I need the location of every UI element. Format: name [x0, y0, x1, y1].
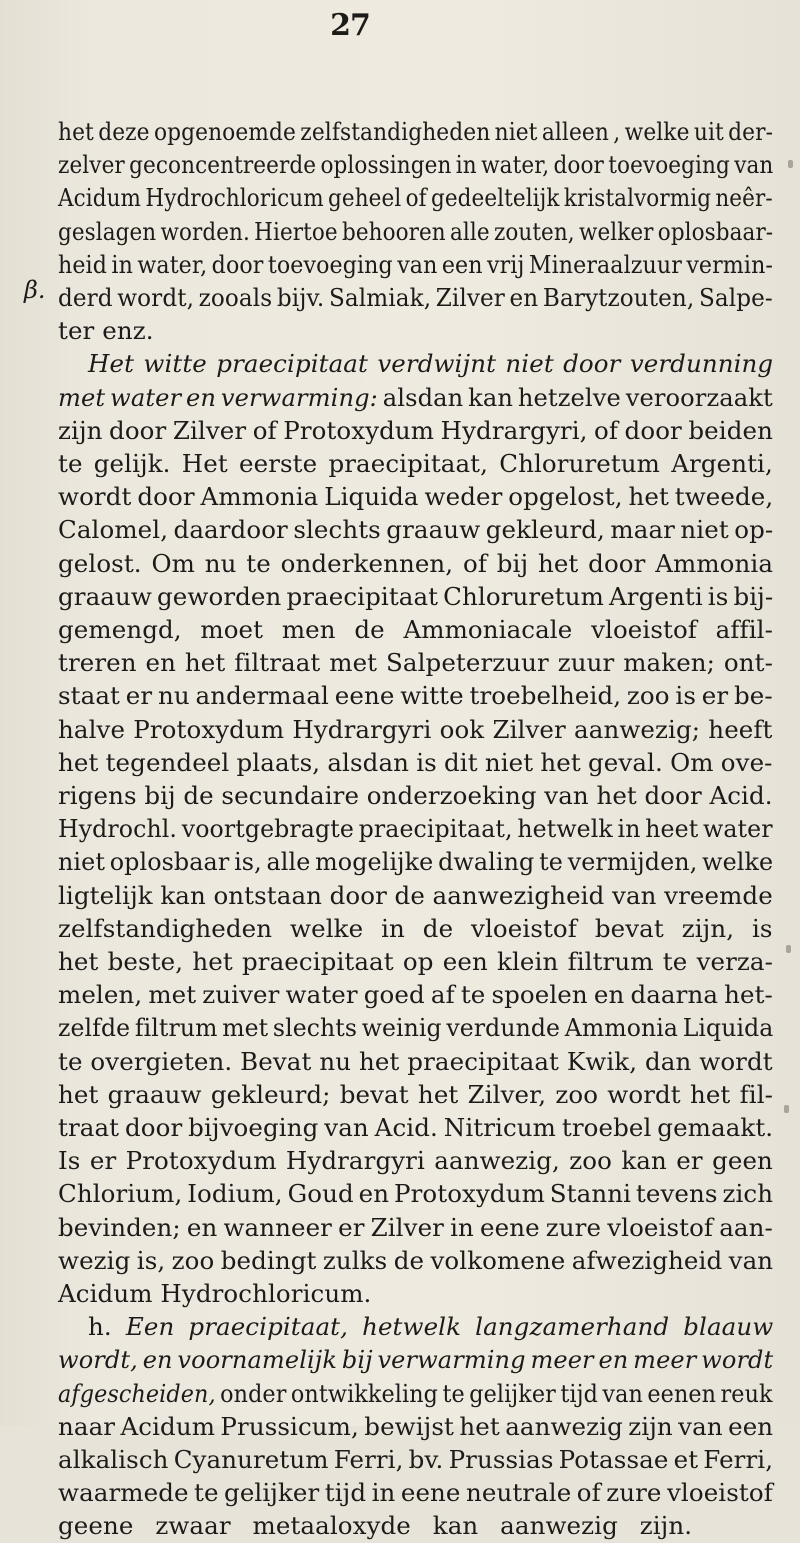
text-line-main: alkalisch Cyanuretum Ferri, bv. Prussias Potassae et Ferri, — [58, 1445, 774, 1474]
text-line-main: staat er nu andermaal eene witte troebelheid, zoo is er be- — [58, 681, 773, 711]
text-line — [58, 1343, 773, 1377]
text-line-main: naar Acidum Prussicum, bewijst het aanwezig zijn van een — [58, 1411, 774, 1441]
text-line — [58, 1509, 692, 1543]
text-line-main: te overgieten. Bevat nu het praecipitaat Kwik, dan wordt — [58, 1046, 773, 1076]
text-line-main: gemengd, moet men de Ammoniacale vloeistof affil- — [58, 615, 773, 644]
text-line — [58, 1244, 773, 1278]
text-line-main: te gelijk. Het eerste praecipitaat, Chloruretum Argenti, — [58, 449, 773, 478]
text-line-main: waarmede te gelijker tijd in eene neutrale of zure vloeistof — [58, 1478, 773, 1508]
text-line-main: h. — [88, 1312, 126, 1342]
text-line-main: Chlorium, Iodium, Goud en Protoxydum Stanni tevens zich — [58, 1179, 774, 1209]
margin-marker: β. — [24, 276, 46, 304]
text-line — [58, 746, 773, 780]
page-number: 27 — [330, 8, 370, 43]
scan-speck — [788, 160, 793, 168]
text-line — [58, 281, 773, 315]
text-line — [58, 1078, 773, 1112]
text-line — [58, 381, 773, 415]
text-line-main: rigens bij de secundaire onderzoeking van het door Acid. — [58, 781, 773, 810]
text-line — [88, 1310, 773, 1344]
text-line-main: geslagen worden. Hiertoe behooren alle zouten, welker oplosbaar- — [58, 216, 774, 246]
scan-speck — [786, 945, 791, 953]
text-line — [58, 513, 773, 547]
text-line-main: Hydrochl. voortgebragte praecipitaat, hetwelk in heet water — [58, 814, 773, 844]
text-line-main: treren en het filtraat met Salpeterzuur zuur maken; ont- — [58, 648, 773, 678]
text-line — [58, 1144, 773, 1178]
text-line — [58, 1377, 773, 1411]
text-line-main: geene zwaar metaaloxyde kan aanwezig zijn. — [58, 1511, 693, 1541]
text-line — [58, 779, 773, 813]
text-line-italic-rest: hetwelk langzamerhand blaauw — [347, 1312, 774, 1342]
text-line — [58, 1177, 773, 1211]
text-line-main: graauw geworden praecipitaat Chloruretum Argenti is bij- — [58, 581, 774, 611]
text-line — [58, 879, 773, 913]
text-line-main: wordt door Ammonia Liquida weder opgelost, het tweede, — [58, 482, 774, 512]
text-line-main: zijn door Zilver of Protoxydum Hydrargyri, of door beiden — [58, 415, 773, 445]
text-line-main: Het witte praecipitaat verdwijnt niet door verdunning — [88, 349, 774, 379]
text-line-main: gelost. Om nu te onderkennen, of bij het door Ammonia — [58, 548, 774, 578]
text-line-main: halve Protoxydum Hydrargyri ook Zilver aanwezig; heeft — [58, 714, 773, 744]
text-line-rest: alsdan kan hetzelve veroorzaakt — [377, 382, 773, 412]
text-line — [58, 148, 773, 182]
text-line — [58, 1410, 773, 1444]
text-line — [58, 115, 773, 149]
text-line — [58, 646, 773, 680]
text-line-rest: onder ontwikkeling te gelijker tijd van eenen reuk — [215, 1378, 773, 1408]
text-line — [58, 1476, 773, 1510]
text-line-main: wezig is, zoo bedingt zulks de volkomene afwezigheid van — [58, 1245, 774, 1275]
text-line — [58, 447, 773, 481]
text-line-main: bevinden; en wanneer er Zilver in eene zure vloeistof aan- — [58, 1212, 773, 1242]
text-line-main: Acidum Hydrochloricum geheel of gedeeltelijk kristalvormig neêr- — [58, 183, 773, 213]
text-line-main: heid in water, door toevoeging van een vrij Mineraalzuur vermin- — [58, 249, 773, 279]
text-line — [58, 713, 773, 747]
text-line-main: afgescheiden, — [58, 1378, 216, 1408]
text-line-main: ter enz. — [58, 316, 154, 346]
text-line — [58, 613, 773, 647]
text-line — [58, 215, 773, 249]
text-line-main: melen, met zuiver water goed af te spoelen en daarna het- — [58, 980, 773, 1010]
text-line-main: Is er Protoxydum Hydrargyri aanwezig, zoo kan er geen — [58, 1146, 773, 1176]
text-line-main: Acidum Hydrochloricum. — [58, 1279, 372, 1308]
text-line — [58, 181, 773, 215]
text-line-main: ligtelijk kan ontstaan door de aanwezigheid van vreemde — [58, 880, 773, 910]
text-line — [58, 480, 773, 514]
text-line — [58, 845, 773, 879]
text-line — [58, 679, 773, 713]
text-line-main: derd wordt, zooals bijv. Salmiak, Zilver en Barytzouten, Salpe- — [58, 283, 773, 312]
text-line — [58, 1111, 773, 1145]
text-line — [58, 1045, 773, 1079]
text-line — [58, 1443, 773, 1477]
text-line-main: zelver geconcentreerde oplossingen in water, door toevoeging van — [58, 150, 774, 180]
text-line-italic: Een praecipitaat, — [125, 1312, 348, 1342]
text-line — [58, 414, 773, 448]
text-line — [58, 978, 773, 1012]
text-line — [58, 945, 773, 979]
text-line — [58, 912, 773, 946]
text-line — [58, 1277, 371, 1311]
text-line — [58, 812, 773, 846]
scan-speck — [784, 1105, 789, 1113]
text-line-main: zelfde filtrum met slechts weinig verdunde Ammonia Liquida — [58, 1013, 774, 1043]
text-line — [58, 1211, 773, 1245]
text-line-main: niet oplosbaar is, alle mogelijke dwaling te vermijden, welke — [58, 847, 774, 877]
text-line-main: zelfstandigheden welke in de vloeistof bevat zijn, is — [58, 913, 773, 943]
text-line-main: traat door bijvoeging van Acid. Nitricum troebel gemaakt. — [58, 1113, 774, 1142]
text-line — [58, 1011, 773, 1045]
text-line-main: het deze opgenoemde zelfstandigheden niet alleen , welke uit der- — [58, 117, 774, 146]
text-line-main: met water en verwarming: — [58, 382, 378, 412]
text-line-main: het beste, het praecipitaat op een klein filtrum te verza- — [58, 947, 774, 976]
text-line — [58, 547, 773, 581]
text-line-main: Calomel, daardoor slechts graauw gekleurd, maar niet op- — [58, 515, 774, 545]
text-line — [58, 314, 154, 348]
text-line-main: wordt, en voornamelijk bij verwarming meer en meer wordt — [58, 1345, 774, 1375]
text-line-main: het graauw gekleurd; bevat het Zilver, zoo wordt het fil- — [58, 1079, 774, 1109]
text-line — [58, 248, 773, 282]
text-line — [88, 347, 773, 381]
text-line-main: het tegendeel plaats, alsdan is dit niet het geval. Om ove- — [58, 747, 773, 777]
text-line — [58, 580, 773, 614]
